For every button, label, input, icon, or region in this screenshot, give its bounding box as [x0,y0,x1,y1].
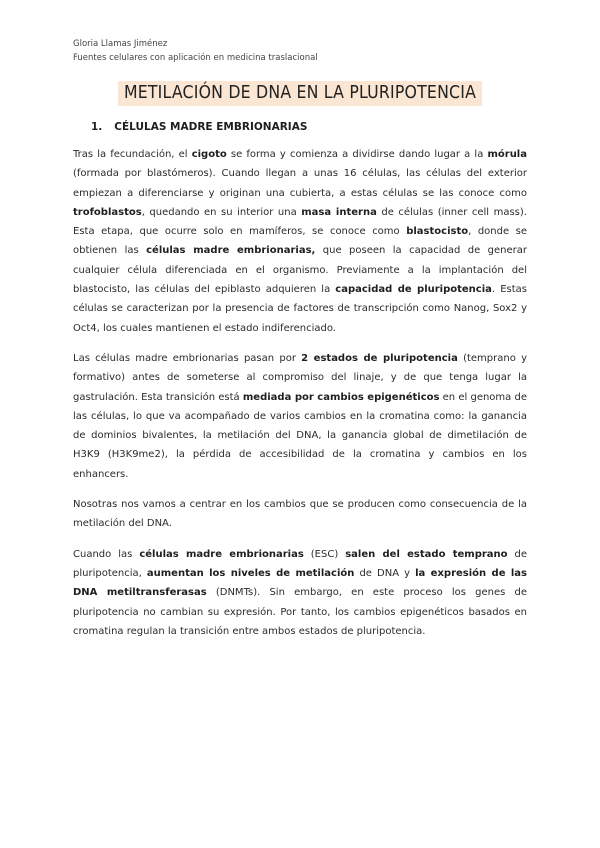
bold-term: cigoto [191,149,227,160]
text-span: que poseen la capacidad de generar cualquier célula diferenciada en el organismo. Previamente a la implantación del blastocisto, las células del epiblasto adquieren la [73,245,527,296]
bold-term: salen del estado temprano [345,548,508,560]
bold-term: aumentan los niveles de metilación [146,567,355,579]
bold-term: mórula [487,149,527,160]
text-span: de pluripotencia, [73,548,528,579]
bold-term: mediada por cambios epigenéticos [242,391,440,403]
paragraph-4 [73,545,527,641]
text-span: se forma y comienza a dividirse dando lugar a la [226,149,488,160]
header-course: Fuentes celulares con aplicación en medicina traslacional [73,53,318,63]
text-span: Nosotras nos vamos a centrar en los cambios que se producen como consecuencia de la metilación del DNA. [73,499,527,530]
bold-term: 2 estados de pluripotencia [301,352,458,364]
text-span: en el genoma de las células, lo que va acompañado de varios cambios en la cromatina como: la ganancia de dominios bivalentes, la metilación del DNA, la ganancia global de dimetilación de H3K9 (H3K9me2), la pérdida de accesibilidad de la cromatina y cambios en los enhancers. [73,391,527,480]
text-span: , donde se obtienen las [73,226,528,257]
paragraph-3 [73,495,527,534]
section-heading [91,121,307,133]
text-span: Tras la fecundación, el [73,149,192,160]
text-span: , quedando en su interior una [141,206,302,218]
text-span: Cuando las [73,548,140,560]
text-span: . Estas células se caracterizan por la presencia de factores de transcripción como Nanog, Sox2 y Oct4, los cuales mantienen el estado indiferenciado. [73,284,527,334]
text-span: Las células madre embrionarias pasan por [73,352,302,364]
bold-term: la expresión de las DNA metiltransferasas [73,567,527,599]
bold-term: capacidad de pluripotencia [335,284,492,296]
bold-term: células madre embrionarias [139,548,304,560]
bold-term: trofoblastos [73,206,142,218]
paragraph-2 [73,349,527,484]
text-span: de DNA y [354,567,416,579]
title-wrapper [0,81,600,106]
section-title: CÉLULAS MADRE EMBRIONARIAS [114,121,308,133]
document-body [73,145,527,652]
page-title: METILACIÓN DE DNA EN LA PLURIPOTENCIA [118,81,482,106]
text-span: (temprano y formativo) antes de someterse al compromiso del linaje, y de que tenga lugar la gastrulación. Esta transición está [73,352,527,403]
text-span: (ESC) [303,548,346,560]
bold-term: células madre embrionarias, [146,245,316,257]
page-header [73,37,318,65]
bold-term: masa interna [301,206,377,218]
header-author: Gloria Llamas Jiménez [73,39,168,49]
section-number: 1. [91,121,103,133]
text-span: (DNMTs). Sin embargo, en este proceso los genes de pluripotencia no cambian su expresión. Por tanto, los cambios epigenéticos basados en cromatina regulan la transición entre ambos estados de pluripotencia. [73,587,527,637]
text-span: (formada por blastómeros). Cuando llegan a unas 16 células, las células del exterior empiezan a diferenciarse y originan una cubierta, a estas células se las conoce como [73,168,527,199]
bold-term: blastocisto [406,226,469,238]
paragraph-1 [73,145,527,338]
text-span: de células (inner cell mass). Esta etapa, que ocurre solo en mamíferos, se conoce como [73,206,527,238]
